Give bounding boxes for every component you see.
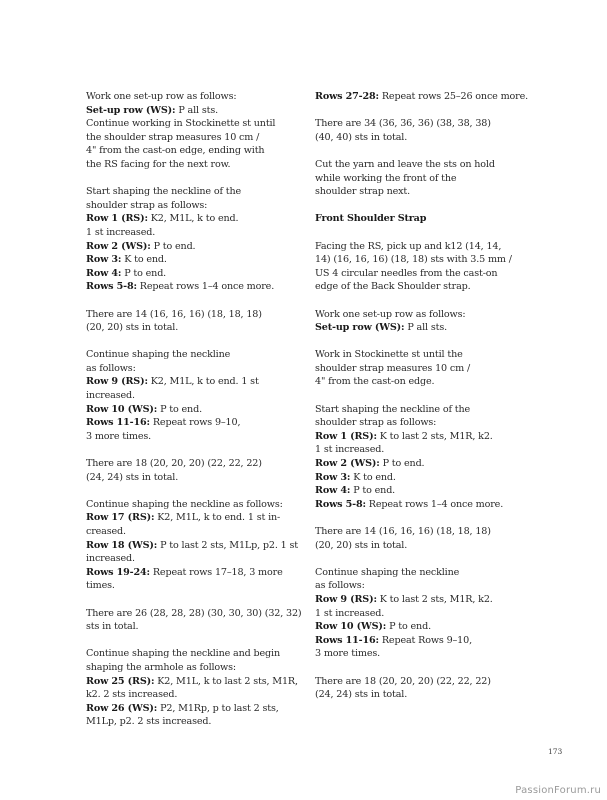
line-text: (40, 40) sts in total. <box>315 131 408 143</box>
paragraph-gap <box>315 661 525 675</box>
text-line <box>86 457 296 471</box>
text-line <box>315 634 525 648</box>
line-text: US 4 circular needles from the cast-on <box>315 267 498 279</box>
text-line <box>315 348 525 362</box>
line-text: as follows: <box>86 362 136 374</box>
line-text: M1Lp, p2. 2 sts increased. <box>86 716 212 728</box>
line-text: shoulder strap next. <box>315 186 411 198</box>
text-line <box>86 117 296 131</box>
paragraph-gap <box>315 144 525 158</box>
line-text: Continue shaping the neckline <box>315 566 460 578</box>
line-text: K2, M1L, k to end. 1 st in- <box>154 512 281 524</box>
line-text: Continue shaping the neckline <box>86 349 231 361</box>
text-line <box>86 471 296 485</box>
text-line <box>86 675 296 689</box>
text-line <box>315 675 525 689</box>
text-line <box>315 471 525 485</box>
text-line <box>86 647 296 661</box>
line-text: 4" from the cast-on edge. <box>315 376 435 388</box>
line-text: shoulder strap as follows: <box>315 417 437 429</box>
row-label: Row 26 (WS): <box>86 702 158 714</box>
text-line <box>315 117 525 131</box>
paragraph-gap <box>315 104 525 118</box>
line-text: Start shaping the neckline of the <box>315 403 471 415</box>
line-text: Facing the RS, pick up and k12 (14, 14, <box>315 240 502 252</box>
row-label: Row 2 (WS): <box>315 458 380 470</box>
text-line <box>315 158 525 172</box>
row-label: Rows 19-24: <box>86 566 150 578</box>
text-line <box>86 144 296 158</box>
text-line <box>315 267 525 281</box>
line-text: There are 34 (36, 36, 36) (38, 38, 38) <box>315 118 491 130</box>
text-line <box>86 607 302 621</box>
row-label: Row 2 (WS): <box>86 240 151 252</box>
text-line <box>86 375 296 389</box>
paragraph-gap <box>86 443 296 457</box>
text-line <box>86 226 296 240</box>
line-text: P to last 2 sts, M1Lp, p2. 1 st <box>157 539 299 551</box>
text-line <box>315 457 525 471</box>
text-line <box>86 212 296 226</box>
text-line <box>315 321 525 335</box>
line-text: shoulder strap measures 10 cm / <box>315 362 471 374</box>
text-line <box>315 375 525 389</box>
line-text: creased. <box>86 526 126 537</box>
line-text: K to end. <box>350 471 396 483</box>
line-text: There are 14 (16, 16, 16) (18, 18, 18) <box>315 526 491 537</box>
paragraph-gap <box>315 294 525 308</box>
text-line <box>315 416 525 430</box>
line-text: Continue shaping the neckline and begin <box>86 648 280 660</box>
line-text: as follows: <box>315 580 365 592</box>
text-line <box>86 240 296 254</box>
text-line <box>86 688 296 702</box>
text-line <box>86 185 296 199</box>
line-text: P to end. <box>386 621 431 633</box>
text-line <box>86 430 296 444</box>
line-text: Front Shoulder Strap <box>315 213 427 225</box>
paragraph-gap <box>315 199 525 213</box>
text-line <box>315 308 525 322</box>
line-text: 4" from the cast-on edge, ending with <box>86 145 265 157</box>
watermark: PassionForum.ru <box>515 785 601 796</box>
paragraph-gap <box>315 335 525 349</box>
text-line <box>86 525 296 539</box>
row-label: Set-up row (WS): <box>86 104 176 116</box>
text-line <box>315 443 525 457</box>
line-text: P to end. <box>379 458 425 470</box>
text-line <box>86 267 296 281</box>
row-label: Row 17 (RS): <box>86 512 155 524</box>
text-line <box>315 484 525 498</box>
line-text: P to end. <box>150 240 196 252</box>
row-label: Rows 11-16: <box>315 634 379 646</box>
text-line <box>86 566 296 580</box>
text-line <box>86 416 296 430</box>
line-text: There are 26 (28, 28, 28) (30, 30, 30) (32, 32) <box>86 607 302 619</box>
text-line <box>315 579 525 593</box>
row-label: Rows 5-8: <box>86 281 137 293</box>
text-line <box>315 593 525 607</box>
text-line <box>315 430 525 444</box>
line-text: 14) (16, 16, 16) (18, 18) sts with 3.5 mm / <box>315 254 512 266</box>
text-line <box>86 539 299 553</box>
line-text: Repeat rows 1–4 once more. <box>136 281 275 293</box>
line-text: There are 18 (20, 20, 20) (22, 22, 22) <box>315 675 491 687</box>
row-label: Set-up row (WS): <box>315 322 405 334</box>
line-text: (20, 20) sts in total. <box>86 322 179 334</box>
row-label: Row 1 (RS): <box>315 430 377 442</box>
row-label: Rows 11-16: <box>86 417 150 429</box>
text-line <box>315 185 525 199</box>
line-text: Repeat rows 25–26 once more. <box>378 91 529 102</box>
row-label: Row 10 (WS): <box>86 403 158 415</box>
line-text: Start shaping the neckline of the <box>86 186 242 198</box>
row-label: Row 4: <box>86 267 122 279</box>
line-text: shaping the armhole as follows: <box>86 661 236 673</box>
line-text: 3 more times. <box>315 648 381 660</box>
line-text: K to end. <box>121 254 167 266</box>
line-text: shoulder strap as follows: <box>86 199 208 211</box>
line-text: P to end. <box>121 267 167 279</box>
text-line <box>315 172 525 186</box>
text-line <box>86 403 296 417</box>
row-label: Row 3: <box>86 254 122 266</box>
text-line <box>86 715 296 729</box>
line-text: There are 14 (16, 16, 16) (18, 18, 18) <box>86 308 262 320</box>
text-line <box>86 362 296 376</box>
text-line <box>86 280 296 294</box>
line-text: Work in Stockinette st until the <box>315 349 463 361</box>
row-label: Row 9 (RS): <box>86 376 148 388</box>
line-text: increased. <box>86 553 135 565</box>
text-line <box>315 620 525 634</box>
row-label: Row 4: <box>315 485 351 497</box>
line-text: Continue working in Stockinette st until <box>86 118 276 130</box>
text-line <box>86 552 296 566</box>
text-line <box>315 566 525 580</box>
line-text: the RS facing for the next row. <box>86 158 231 170</box>
text-line <box>315 362 525 376</box>
text-line <box>86 158 296 172</box>
text-line <box>315 240 525 254</box>
line-text: 3 more times. <box>86 430 152 442</box>
text-line <box>86 199 296 213</box>
line-text: K2, M1L, k to last 2 sts, M1R, <box>154 675 298 687</box>
line-text: P all sts. <box>404 322 448 334</box>
text-line <box>86 308 296 322</box>
paragraph-gap <box>315 389 525 403</box>
text-line <box>315 688 525 702</box>
text-line <box>315 525 525 539</box>
line-text: Cut the yarn and leave the sts on hold <box>315 158 495 170</box>
text-line <box>86 579 296 593</box>
line-text: sts in total. <box>86 621 139 633</box>
paragraph-gap <box>315 552 525 566</box>
paragraph-gap <box>86 634 296 648</box>
line-text: edge of the Back Shoulder strap. <box>315 281 471 293</box>
row-label: Row 3: <box>315 471 351 483</box>
left-column <box>86 90 302 729</box>
text-line <box>86 321 296 335</box>
line-text: Repeat rows 1–4 once more. <box>365 498 504 510</box>
row-label: Row 25 (RS): <box>86 675 155 687</box>
line-text: (24, 24) sts in total. <box>86 471 179 483</box>
text-line <box>315 647 525 661</box>
line-text: K to last 2 sts, M1R, k2. <box>376 430 493 442</box>
line-text: K2, M1L, k to end. <box>147 213 239 225</box>
text-line <box>86 498 296 512</box>
row-label: Rows 27-28: <box>315 91 379 102</box>
line-text: times. <box>86 580 115 592</box>
line-text: increased. <box>86 390 135 402</box>
text-line <box>86 253 296 267</box>
line-text: while working the front of the <box>315 172 457 184</box>
row-label: Row 1 (RS): <box>86 213 148 225</box>
line-text: P2, M1Rp, p to last 2 sts, <box>157 702 279 714</box>
line-text: (24, 24) sts in total. <box>315 689 408 701</box>
line-text: Work one set-up row as follows: <box>86 91 237 102</box>
page-number: 173 <box>548 747 563 756</box>
line-text: Repeat rows 17–18, 3 more <box>149 566 283 578</box>
line-text: k2. 2 sts increased. <box>86 689 178 701</box>
text-line <box>86 90 296 104</box>
line-text: K2, M1L, k to end. 1 st <box>147 376 259 388</box>
paragraph-gap <box>315 226 525 240</box>
paragraph-gap <box>86 294 296 308</box>
line-text: the shoulder strap measures 10 cm / <box>86 131 260 143</box>
paragraph-gap <box>86 335 296 349</box>
paragraph-gap <box>315 511 525 525</box>
row-label: Rows 5-8: <box>315 498 366 510</box>
line-text: P to end. <box>350 485 396 497</box>
line-text: Continue shaping the neckline as follows: <box>86 498 283 510</box>
text-line <box>86 104 296 118</box>
row-label: Row 10 (WS): <box>315 621 387 633</box>
paragraph-gap <box>86 484 296 498</box>
text-line <box>86 620 296 634</box>
paragraph-gap <box>86 172 296 186</box>
paragraph-gap <box>86 593 296 607</box>
text-line <box>315 253 525 267</box>
text-line <box>86 702 296 716</box>
line-text: 1 st increased. <box>315 444 385 456</box>
text-line <box>315 280 525 294</box>
line-text: There are 18 (20, 20, 20) (22, 22, 22) <box>86 458 262 470</box>
text-line <box>86 511 296 525</box>
text-line <box>315 131 525 145</box>
text-line <box>86 661 296 675</box>
text-line <box>315 403 525 417</box>
line-text: K to last 2 sts, M1R, k2. <box>376 593 493 605</box>
text-line <box>315 607 525 621</box>
line-text: Work one set-up row as follows: <box>315 308 466 320</box>
text-line <box>86 389 296 403</box>
line-text: P all sts. <box>175 104 219 116</box>
line-text: Repeat Rows 9–10, <box>378 634 472 646</box>
right-column <box>315 90 529 702</box>
text-line <box>315 90 529 104</box>
line-text: 1 st increased. <box>315 607 385 619</box>
section-heading <box>315 212 525 226</box>
line-text: Repeat rows 9–10, <box>149 417 241 429</box>
text-line <box>86 131 296 145</box>
text-line <box>86 348 296 362</box>
line-text: P to end. <box>157 403 202 415</box>
line-text: 1 st increased. <box>86 226 156 238</box>
text-line <box>315 498 525 512</box>
text-line <box>315 539 525 553</box>
row-label: Row 9 (RS): <box>315 593 377 605</box>
row-label: Row 18 (WS): <box>86 539 158 551</box>
line-text: (20, 20) sts in total. <box>315 539 408 551</box>
